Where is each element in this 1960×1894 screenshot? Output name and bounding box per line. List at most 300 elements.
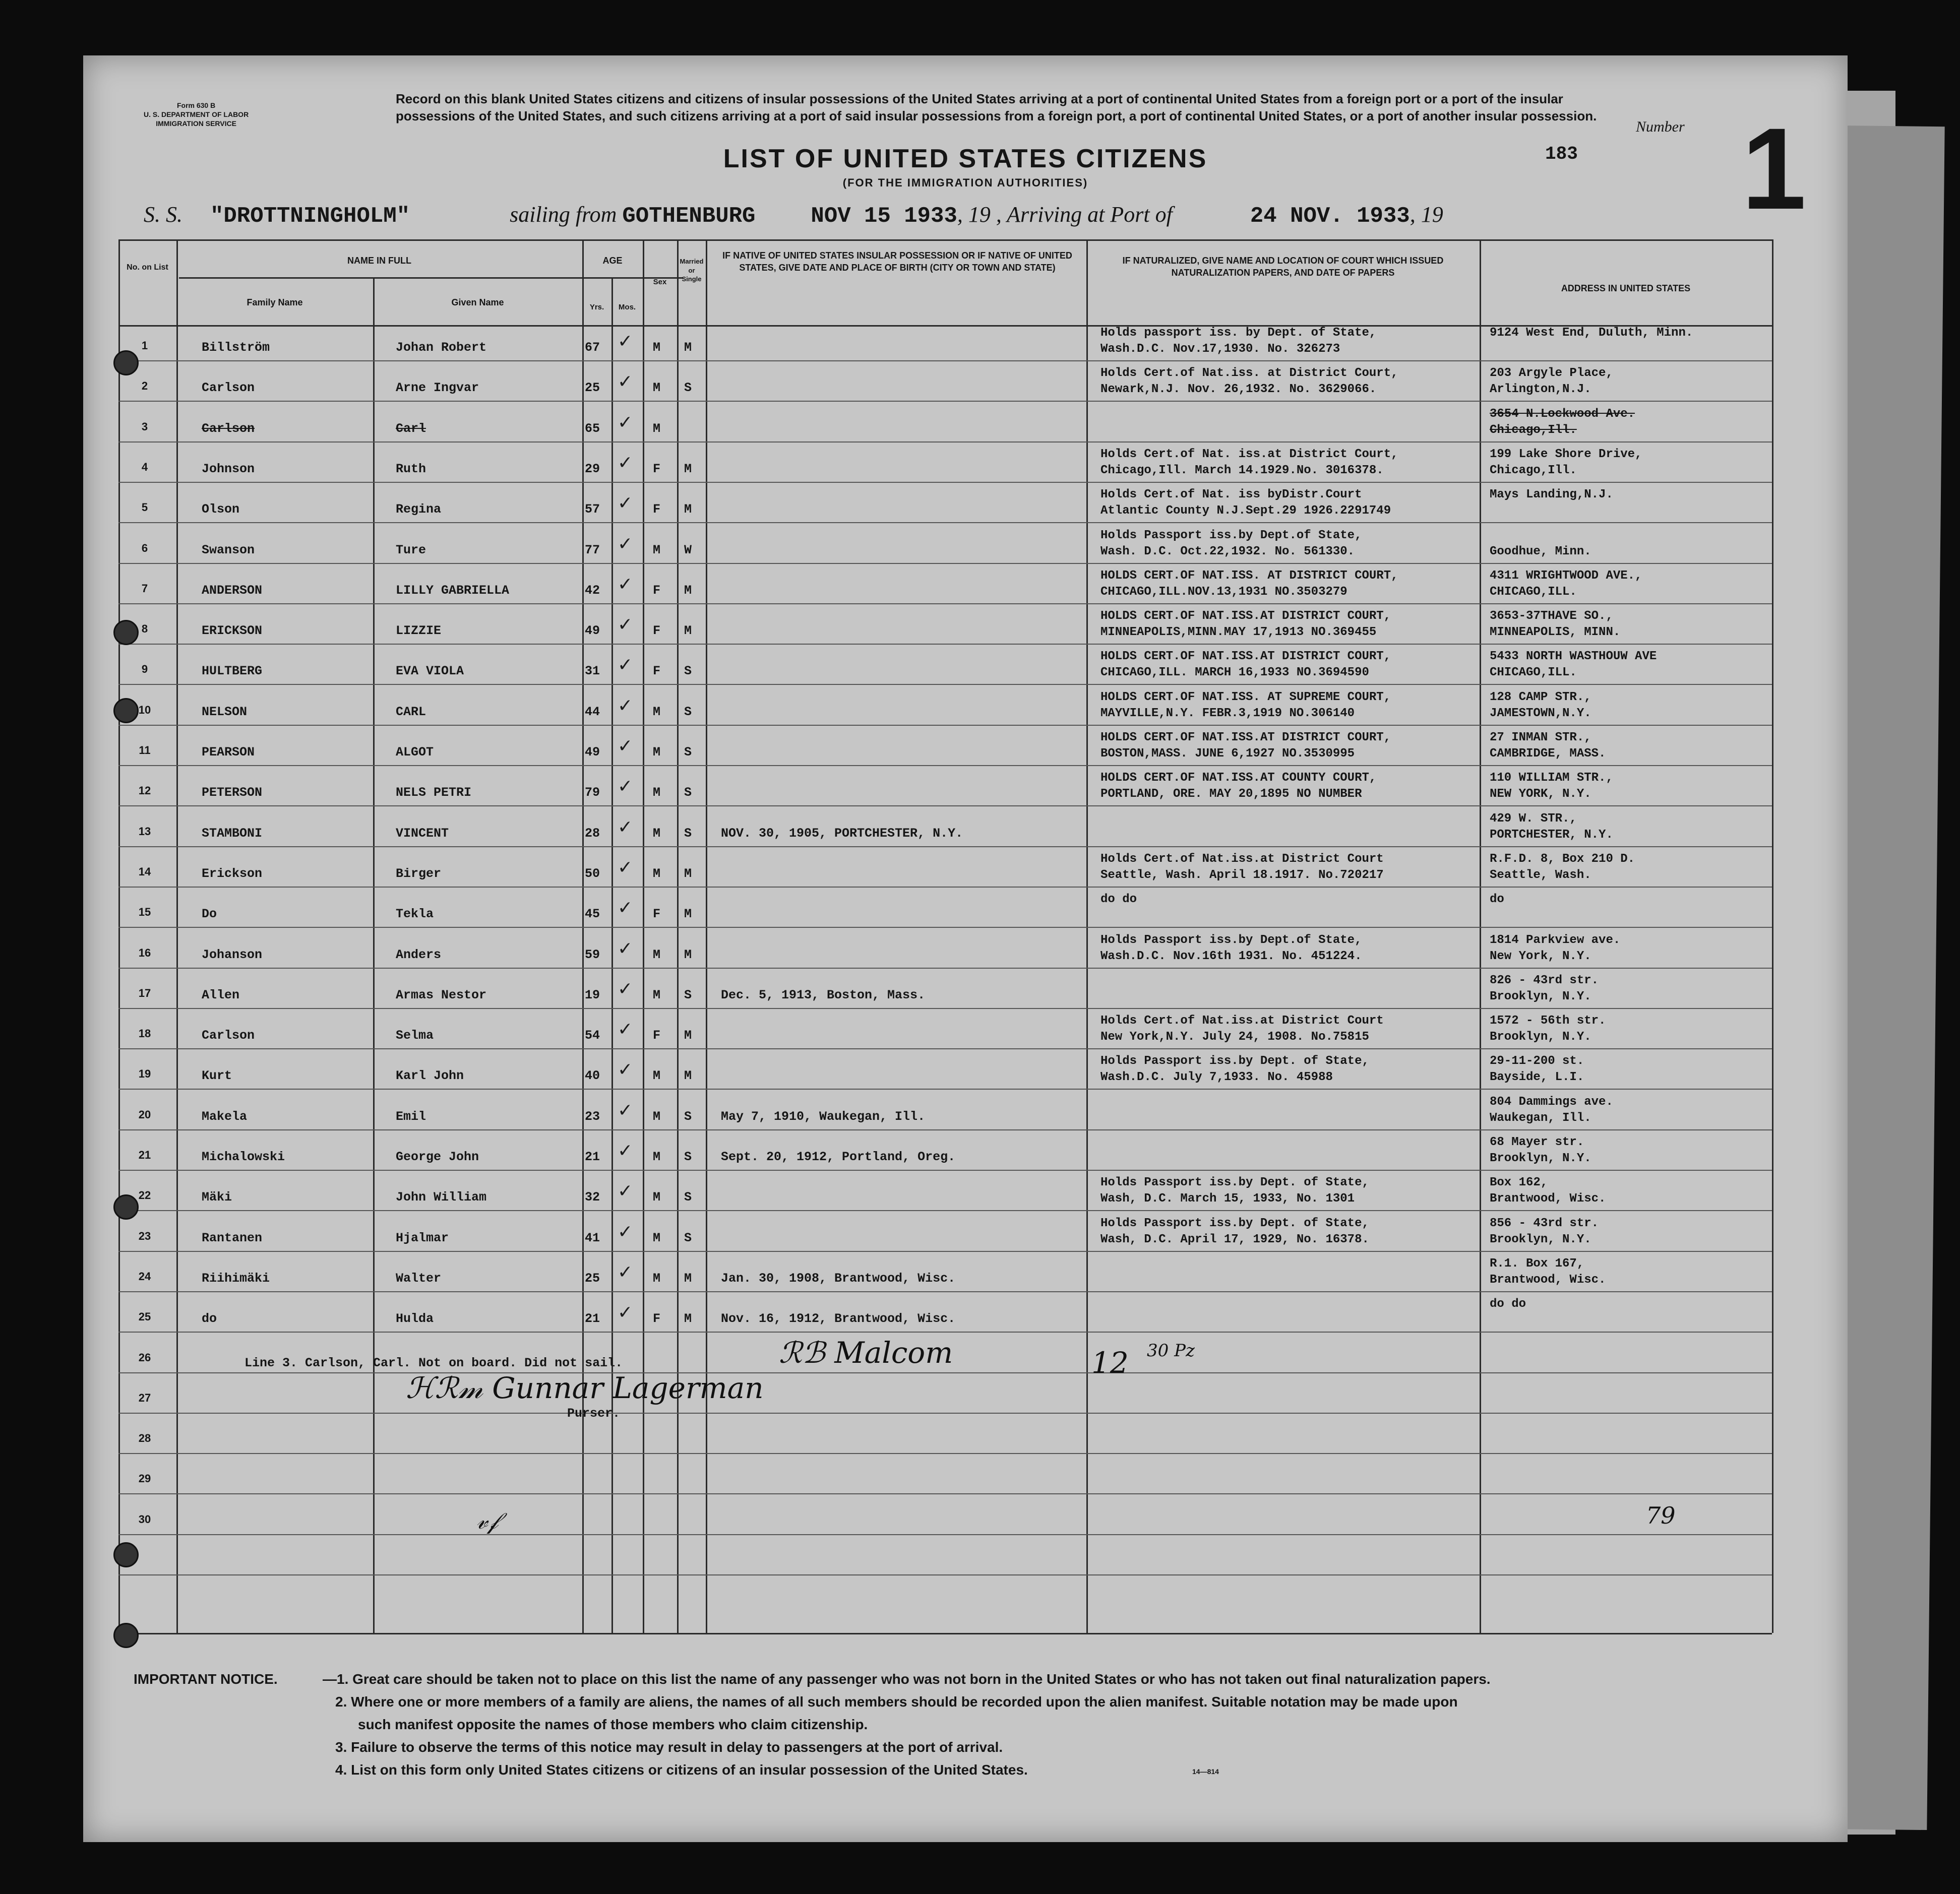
address-line-1: 429 W. STR., <box>1490 812 1577 826</box>
address-line-2: CHICAGO,ILL. <box>1490 585 1577 599</box>
row-rule <box>118 603 1772 604</box>
given-name: EVA VIOLA <box>396 664 464 678</box>
age-years: 49 <box>585 623 600 638</box>
sex: M <box>653 866 661 881</box>
address-line-1: 826 - 43rd str. <box>1490 974 1599 987</box>
col-rule-family <box>373 277 375 1633</box>
number-label: Number <box>1636 118 1685 135</box>
row-number: 3 <box>141 420 148 433</box>
naturalization-line-2: MINNEAPOLIS,MINN.MAY 17,1913 NO.369455 <box>1100 625 1377 639</box>
marital-status: S <box>684 1231 692 1245</box>
given-name: VINCENT <box>396 826 449 841</box>
check-mark: ✓ <box>618 898 633 918</box>
naturalization-line-2: BOSTON,MASS. JUNE 6,1927 NO.3530995 <box>1100 747 1355 761</box>
check-mark: ✓ <box>618 857 633 878</box>
row-number: 30 <box>138 1513 151 1526</box>
header-sex: Sex <box>653 278 667 286</box>
age-years: 19 <box>585 988 600 1002</box>
naturalization-line-1: HOLDS CERT.OF NAT.ISS.AT DISTRICT COURT, <box>1100 650 1391 663</box>
row-rule <box>118 684 1772 685</box>
row-rule <box>118 887 1772 888</box>
header-age: AGE <box>602 256 623 266</box>
age-years: 54 <box>585 1028 600 1043</box>
row-rule <box>118 1210 1772 1211</box>
important-item-1: —1. Great care should be taken not to place on this list the name of any passenger who was not born in the United States or who has not taken out final naturalization papers. <box>323 1671 1491 1687</box>
marital-status: M <box>684 340 692 355</box>
row-rule <box>118 1332 1772 1333</box>
marital-status: M <box>684 1311 692 1326</box>
given-name: Armas Nestor <box>396 988 487 1002</box>
row-number: 2 <box>141 380 148 392</box>
age-years: 79 <box>585 785 600 800</box>
handwritten-count-suffix: 30 Pz <box>1147 1341 1195 1361</box>
given-name: LIZZIE <box>396 623 442 638</box>
row-number: 17 <box>138 987 151 999</box>
header-married: Married or Single <box>680 258 704 283</box>
address-line-2: Chicago,Ill. <box>1490 464 1577 477</box>
marital-status: W <box>684 543 692 557</box>
sex: F <box>653 623 661 638</box>
year-label: , 19 <box>957 202 991 227</box>
row-rule <box>118 482 1772 483</box>
row-rule <box>118 1291 1772 1292</box>
address-line-2: Brantwood, Wisc. <box>1490 1273 1606 1287</box>
col-rule-left <box>118 239 120 1633</box>
age-years: 77 <box>585 543 600 557</box>
age-years: 23 <box>585 1109 600 1124</box>
sailing-label: sailing from <box>510 202 617 227</box>
family-name: Makela <box>202 1109 248 1124</box>
sex: F <box>653 502 661 517</box>
row-number: 12 <box>138 784 151 797</box>
given-name: Ture <box>396 543 426 557</box>
given-name: Hjalmar <box>396 1231 449 1245</box>
sex: M <box>653 948 661 962</box>
age-years: 42 <box>585 583 600 598</box>
sex: F <box>653 907 661 921</box>
family-name: PETERSON <box>202 785 263 800</box>
col-rule-given <box>582 239 584 1633</box>
address-line-1: 110 WILLIAM STR., <box>1490 771 1613 785</box>
given-name: Emil <box>396 1109 426 1124</box>
row-rule <box>118 1048 1772 1049</box>
col-rule-sex <box>677 239 679 1633</box>
important-item-3: 3. Failure to observe the terms of this notice may result in delay to passengers at the port of arrival. <box>335 1739 1003 1755</box>
address-line-1: 68 Mayer str. <box>1490 1135 1584 1149</box>
col-rule-naturalized <box>1480 239 1481 1633</box>
row-rule <box>118 765 1772 766</box>
row-rule <box>118 360 1772 361</box>
family-name: do <box>202 1311 217 1326</box>
check-mark: ✓ <box>618 736 633 756</box>
important-item-2: 2. Where one or more members of a family are aliens, the names of all such members should be recorded upon the alien manifest. Suitable notation may be made upon <box>335 1694 1458 1710</box>
check-mark: ✓ <box>618 453 633 473</box>
row-number: 10 <box>138 704 151 716</box>
address-line-2: Bayside, L.I. <box>1490 1070 1584 1084</box>
address-line-1: 1814 Parkview ave. <box>1490 933 1621 947</box>
check-mark: ✓ <box>618 817 633 838</box>
marital-status: M <box>684 1271 692 1286</box>
header-family-name: Family Name <box>247 297 303 307</box>
age-years: 40 <box>585 1068 600 1083</box>
important-label: IMPORTANT NOTICE. <box>134 1671 278 1687</box>
naturalization-line-2: New York,N.Y. July 24, 1908. No.75815 <box>1100 1030 1369 1044</box>
row-number: 23 <box>138 1230 151 1242</box>
address-line-1: 856 - 43rd str. <box>1490 1217 1599 1230</box>
family-name: HULTBERG <box>202 664 263 678</box>
given-name: Carl <box>396 421 426 436</box>
important-item-4: 4. List on this form only United States citizens or citizens of an insular possession of the United States. <box>335 1762 1028 1778</box>
address-line-1: 4311 WRIGHTWOOD AVE., <box>1490 569 1642 583</box>
arrival-date: 24 NOV. 1933 <box>1250 204 1410 229</box>
age-years: 49 <box>585 745 600 760</box>
sex: M <box>653 826 661 841</box>
address-line-2: Brantwood, Wisc. <box>1490 1192 1606 1206</box>
age-years: 28 <box>585 826 600 841</box>
address-line-2: Brooklyn, N.Y. <box>1490 1030 1591 1044</box>
check-mark: ✓ <box>618 574 633 595</box>
col-rule-mos <box>643 239 644 1633</box>
row-number: 22 <box>138 1189 151 1202</box>
row-rule <box>118 805 1772 806</box>
family-name: Rantanen <box>202 1231 263 1245</box>
sex: M <box>653 1231 661 1245</box>
age-years: 21 <box>585 1150 600 1164</box>
given-name: LILLY GABRIELLA <box>396 583 510 598</box>
marital-status: S <box>684 988 692 1002</box>
family-name: Kurt <box>202 1068 232 1083</box>
check-mark: ✓ <box>618 1059 633 1080</box>
check-mark: ✓ <box>618 1222 633 1242</box>
sex: M <box>653 1068 661 1083</box>
check-mark: ✓ <box>618 1262 633 1283</box>
not-sailed-note: Line 3. Carlson, Carl. Not on board. Did not sail. <box>244 1356 623 1370</box>
birth-date-place: Sept. 20, 1912, Portland, Oreg. <box>721 1150 956 1164</box>
address-line-1: 128 CAMP STR., <box>1490 690 1591 704</box>
check-mark: ✓ <box>618 493 633 514</box>
row-rule <box>118 1089 1772 1090</box>
family-name: Johnson <box>202 462 255 476</box>
given-name: Walter <box>396 1271 442 1286</box>
address-line-2: MINNEAPOLIS, MINN. <box>1490 625 1621 639</box>
given-name: Selma <box>396 1028 434 1043</box>
row-rule <box>118 1534 1772 1535</box>
row-number: 26 <box>138 1351 151 1364</box>
naturalization-line-2: Seattle, Wash. April 18.1917. No.720217 <box>1100 868 1384 882</box>
row-number: 1 <box>141 339 148 352</box>
check-mark-scribble: 𝓋𝒻 <box>476 1507 499 1534</box>
given-name: John William <box>396 1190 487 1205</box>
ship-name: "DROTTNINGHOLM" <box>210 204 410 229</box>
row-rule <box>118 725 1772 726</box>
family-name: Carlson <box>202 421 255 436</box>
given-name: NELS PETRI <box>396 785 472 800</box>
check-mark: ✓ <box>618 371 633 392</box>
sex: M <box>653 1271 661 1286</box>
row-rule <box>118 644 1772 645</box>
family-name: Erickson <box>202 866 263 881</box>
page-number: 1 <box>1742 104 1806 233</box>
row-rule <box>118 1129 1772 1130</box>
family-name: NELSON <box>202 705 248 719</box>
marital-status: M <box>684 948 692 962</box>
row-rule <box>118 1493 1772 1494</box>
binder-hole <box>113 1194 139 1220</box>
ss-label: S. S. <box>144 202 182 227</box>
row-rule <box>118 522 1772 523</box>
check-mark: ✓ <box>618 776 633 797</box>
row-number: 6 <box>141 542 148 554</box>
row-number: 7 <box>141 582 148 595</box>
header-given-name: Given Name <box>451 297 504 307</box>
naturalization-line-1: do do <box>1100 893 1137 906</box>
address-line-2: Brooklyn, N.Y. <box>1490 990 1591 1003</box>
col-rule-birth <box>1086 239 1088 1633</box>
check-mark: ✓ <box>618 614 633 635</box>
naturalization-line-2: CHICAGO,ILL.NOV.13,1931 NO.3503279 <box>1100 585 1348 599</box>
naturalization-line-2: Atlantic County N.J.Sept.29 1926.2291749 <box>1100 504 1391 518</box>
row-number: 25 <box>138 1310 151 1323</box>
sex: M <box>653 340 661 355</box>
family-name: ANDERSON <box>202 583 263 598</box>
row-number: 28 <box>138 1432 151 1444</box>
address-line-1: do do <box>1490 1297 1526 1311</box>
form-id <box>144 101 249 129</box>
row-number: 19 <box>138 1067 151 1080</box>
check-mark: ✓ <box>618 979 633 999</box>
marital-status: S <box>684 705 692 719</box>
row-number: 16 <box>138 946 151 959</box>
address-line-1: Box 162, <box>1490 1176 1548 1189</box>
naturalization-line-2: CHICAGO,ILL. MARCH 16,1933 NO.3694590 <box>1100 666 1369 679</box>
address-line-2: Brooklyn, N.Y. <box>1490 1233 1591 1246</box>
address-line-2: Chicago,Ill. <box>1490 423 1577 437</box>
row-rule <box>118 1008 1772 1009</box>
check-mark: ✓ <box>618 938 633 959</box>
given-name: Karl John <box>396 1068 464 1083</box>
address-line-2: NEW YORK, N.Y. <box>1490 787 1591 801</box>
binder-hole <box>113 1542 139 1567</box>
given-name: Tekla <box>396 907 434 921</box>
family-name: STAMBONI <box>202 826 263 841</box>
given-name: George John <box>396 1150 479 1164</box>
sex: M <box>653 381 661 395</box>
birth-date-place: May 7, 1910, Waukegan, Ill. <box>721 1109 926 1124</box>
row-rule <box>118 441 1772 443</box>
form-number: Form 630 B <box>176 101 216 109</box>
check-mark: ✓ <box>618 534 633 554</box>
header-birth: IF NATIVE OF UNITED STATES INSULAR POSSESSION OR IF NATIVE OF UNITED STATES, GIVE DATE AND PLACE OF BIRTH (CITY OR TOWN AND STATE) <box>722 250 1072 273</box>
naturalization-line-1: Holds Cert.of Nat. iss byDistr.Court <box>1100 488 1362 501</box>
given-name: Anders <box>396 948 442 962</box>
header-naturalized: IF NATURALIZED, GIVE NAME AND LOCATION OF COURT WHICH ISSUED NATURALIZATION PAPERS, AND DATE OF PAPERS <box>1122 256 1444 278</box>
address-line-1: 3653-37THAVE SO., <box>1490 609 1613 623</box>
check-mark: ✓ <box>618 1100 633 1121</box>
marital-status: M <box>684 462 692 476</box>
address-line-2: New York, N.Y. <box>1490 950 1591 963</box>
row-number: 8 <box>141 622 148 635</box>
naturalization-line-2: Newark,N.J. Nov. 26,1932. No. 3629066. <box>1100 383 1377 396</box>
address-line-1: 9124 West End, Duluth, Minn. <box>1490 326 1693 340</box>
address-line-1: R.F.D. 8, Box 210 D. <box>1490 852 1635 866</box>
naturalization-line-1: Holds Cert.of Nat.iss.at District Court <box>1100 1014 1384 1028</box>
naturalization-line-1: HOLDS CERT.OF NAT.ISS. AT SUPREME COURT, <box>1100 690 1391 704</box>
address-line-1: 199 Lake Shore Drive, <box>1490 448 1642 461</box>
family-name: Carlson <box>202 1028 255 1043</box>
age-years: 29 <box>585 462 600 476</box>
marital-status: S <box>684 785 692 800</box>
age-years: 59 <box>585 948 600 962</box>
row-number: 24 <box>138 1270 151 1283</box>
binder-hole <box>113 1623 139 1648</box>
age-years: 25 <box>585 381 600 395</box>
naturalization-line-1: HOLDS CERT.OF NAT.ISS. AT DISTRICT COURT, <box>1100 569 1398 583</box>
check-mark: ✓ <box>618 1141 633 1161</box>
naturalization-line-2: Wash.D.C. Nov.16th 1931. No. 451224. <box>1100 950 1362 963</box>
departure-port: GOTHENBURG <box>622 204 756 229</box>
row-rule <box>118 1453 1772 1454</box>
age-subrule <box>582 277 638 279</box>
row-number: 14 <box>138 865 151 878</box>
age-years: 50 <box>585 866 600 881</box>
department: U. S. DEPARTMENT OF LABOR <box>144 110 249 119</box>
marital-status: S <box>684 826 692 841</box>
address-line-2: PORTCHESTER, N.Y. <box>1490 828 1613 842</box>
marital-status: S <box>684 381 692 395</box>
given-name: Birger <box>396 866 442 881</box>
given-name: Ruth <box>396 462 426 476</box>
sex: F <box>653 664 661 678</box>
given-name: Hulda <box>396 1311 434 1326</box>
header-name-in-full: NAME IN FULL <box>347 256 411 266</box>
row-number: 29 <box>138 1472 151 1485</box>
voyage-line <box>144 202 1443 229</box>
inspector-signature: ℛℬ Malcom <box>779 1336 953 1370</box>
sex: F <box>653 583 661 598</box>
naturalization-line-1: Holds Passport iss.by Dept.of State, <box>1100 529 1362 542</box>
address-line-1: R.1. Box 167, <box>1490 1257 1584 1271</box>
check-mark: ✓ <box>618 1302 633 1323</box>
check-mark: ✓ <box>618 412 633 433</box>
purser-signature: ℋℛ𝓂 Gunnar Lagerman <box>406 1371 764 1405</box>
age-years: 65 <box>585 421 600 436</box>
row-rule <box>118 968 1772 969</box>
address-line-2: JAMESTOWN,N.Y. <box>1490 707 1591 720</box>
col-rule-married <box>706 239 707 1633</box>
header-address: ADDRESS IN UNITED STATES <box>1561 283 1691 293</box>
sail-date: NOV 15 1933 <box>811 204 957 229</box>
family-name: Riihimäki <box>202 1271 270 1286</box>
sex: M <box>653 1190 661 1205</box>
table-bottom-rule <box>118 1633 1772 1634</box>
age-years: 21 <box>585 1311 600 1326</box>
naturalization-line-1: Holds Passport iss.by Dept. of State, <box>1100 1217 1369 1230</box>
marital-status: M <box>684 866 692 881</box>
age-years: 44 <box>585 705 600 719</box>
birth-date-place: Nov. 16, 1912, Brantwood, Wisc. <box>721 1311 956 1326</box>
address-line-2: Waukegan, Ill. <box>1490 1111 1591 1125</box>
marital-status: M <box>684 583 692 598</box>
row-number: 11 <box>139 744 151 756</box>
family-name: Do <box>202 907 217 921</box>
check-mark: ✓ <box>618 655 633 675</box>
birth-date-place: NOV. 30, 1905, PORTCHESTER, N.Y. <box>721 826 963 841</box>
check-mark: ✓ <box>618 331 633 352</box>
family-name: Johanson <box>202 948 263 962</box>
naturalization-line-2: MAYVILLE,N.Y. FEBR.3,1919 NO.306140 <box>1100 707 1355 720</box>
family-name: ERICKSON <box>202 623 263 638</box>
naturalization-line-1: Holds Cert.of Nat.iss.at District Court <box>1100 852 1384 866</box>
sex: M <box>653 421 661 436</box>
header-yrs: Yrs. <box>589 303 604 311</box>
address-line-1: 804 Dammings ave. <box>1490 1095 1613 1109</box>
sex: M <box>653 1109 661 1124</box>
address-line-1: do <box>1490 893 1504 906</box>
binder-hole <box>113 350 139 375</box>
address-line-2: CAMBRIDGE, MASS. <box>1490 747 1606 761</box>
sex: M <box>653 745 661 760</box>
age-years: 57 <box>585 502 600 517</box>
address-line-1: Mays Landing,N.J. <box>1490 488 1613 501</box>
col-rule-no <box>176 239 178 1633</box>
marital-status: M <box>684 1028 692 1043</box>
marital-status: M <box>684 623 692 638</box>
row-rule <box>118 927 1772 928</box>
row-rule <box>118 1413 1772 1414</box>
sex: M <box>653 988 661 1002</box>
naturalization-line-1: HOLDS CERT.OF NAT.ISS.AT COUNTY COURT, <box>1100 771 1377 785</box>
given-name: ALGOT <box>396 745 434 760</box>
col-rule-right <box>1772 239 1773 1633</box>
given-name: CARL <box>396 705 426 719</box>
bottom-count: 79 <box>1646 1502 1676 1529</box>
sex: F <box>653 1311 661 1326</box>
row-rule <box>118 846 1772 847</box>
family-name: Swanson <box>202 543 255 557</box>
sex: F <box>653 1028 661 1043</box>
important-item-2-cont: such manifest opposite the names of those members who claim citizenship. <box>358 1717 868 1732</box>
naturalization-line-2: Wash. D.C. Oct.22,1932. No. 561330. <box>1100 545 1355 558</box>
family-name: PEARSON <box>202 745 255 760</box>
address-line-2: CHICAGO,ILL. <box>1490 666 1577 679</box>
family-name: Michalowski <box>202 1150 285 1164</box>
check-mark: ✓ <box>618 1181 633 1202</box>
marital-status: S <box>684 1190 692 1205</box>
address-line-1: 5433 NORTH WASTHOUW AVE <box>1490 650 1657 663</box>
sex: M <box>653 543 661 557</box>
purser-label: Purser. <box>567 1406 621 1421</box>
row-number: 20 <box>138 1108 151 1121</box>
row-rule <box>118 1372 1772 1373</box>
check-mark: ✓ <box>618 696 633 716</box>
naturalization-line-1: Holds Passport iss.by Dept. of State, <box>1100 1054 1369 1068</box>
sex: F <box>653 462 661 476</box>
service: IMMIGRATION SERVICE <box>156 119 236 128</box>
address-line-1: 1572 - 56th str. <box>1490 1014 1606 1028</box>
header-mos: Mos. <box>618 303 636 311</box>
family-name: Mäki <box>202 1190 232 1205</box>
binder-hole <box>113 698 139 723</box>
naturalization-line-1: Holds Cert.of Nat. iss.at District Court, <box>1100 448 1398 461</box>
naturalization-line-2: Wash.D.C. Nov.17,1930. No. 326273 <box>1100 342 1340 356</box>
row-number: 15 <box>138 906 151 918</box>
address-line-1: 3654 N.Lockwood Ave. <box>1490 407 1635 421</box>
row-rule <box>118 563 1772 564</box>
row-rule <box>118 1251 1772 1252</box>
age-years: 25 <box>585 1271 600 1286</box>
given-name: Arne Ingvar <box>396 381 479 395</box>
naturalization-line-2: Wash, D.C. April 17, 1929, No. 16378. <box>1100 1233 1369 1246</box>
